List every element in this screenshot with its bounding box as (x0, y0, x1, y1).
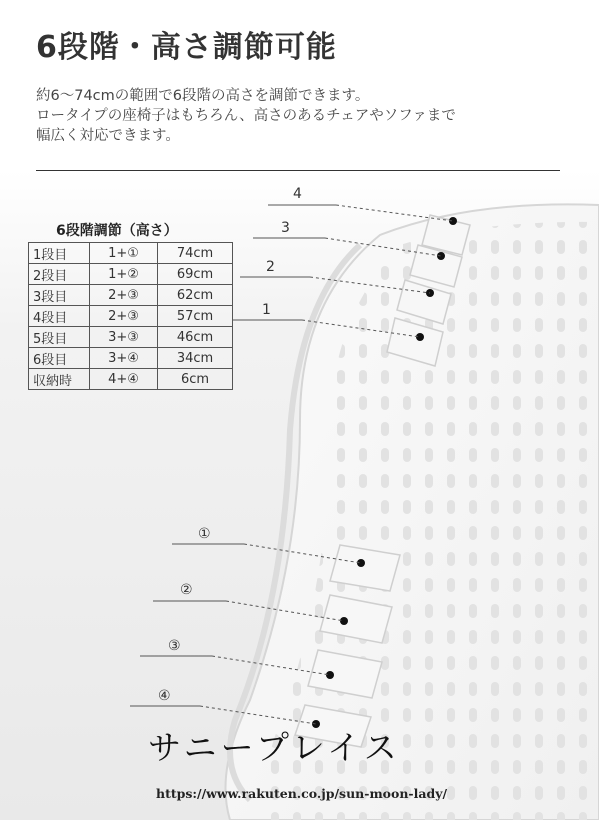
table-row (29, 306, 233, 327)
level-cell: 2段目 (29, 264, 90, 285)
level-cell: 4段目 (29, 306, 90, 327)
height-cell: 57cm (158, 306, 233, 327)
height-cell: 69cm (158, 264, 233, 285)
shop-url: https://www.rakuten.co.jp/sun-moon-lady/ (156, 786, 448, 801)
combination-cell: 3+③ (90, 327, 158, 348)
height-cell: 46cm (158, 327, 233, 348)
callout-label-2: 2 (266, 259, 275, 275)
level-cell: 3段目 (29, 285, 90, 306)
page-title: 6段階・高さ調節可能 (36, 30, 337, 65)
callout-label-3: 3 (281, 220, 290, 236)
combination-cell: 2+③ (90, 285, 158, 306)
combination-cell: 1+① (90, 243, 158, 264)
description-line: ロータイプの座椅子はもちろん、高さのあるチェアやソファまで (36, 108, 456, 124)
level-cell: 5段目 (29, 327, 90, 348)
description-line: 幅広く対応できます。 (36, 128, 180, 144)
callout-label-circle-2: ② (180, 582, 193, 598)
callout-label-circle-1: ① (198, 526, 211, 542)
height-cell: 6cm (158, 369, 233, 390)
table-row (29, 243, 233, 264)
description (36, 86, 456, 146)
combination-cell: 2+③ (90, 306, 158, 327)
table-row (29, 369, 233, 390)
watermark: サニープレイス (148, 728, 401, 767)
callout-label-4: 4 (293, 186, 302, 202)
table-row (29, 264, 233, 285)
height-cell: 62cm (158, 285, 233, 306)
table-row (29, 285, 233, 306)
divider (36, 170, 560, 171)
combination-cell: 1+② (90, 264, 158, 285)
height-cell: 34cm (158, 348, 233, 369)
level-cell: 収納時 (29, 369, 90, 390)
table-row (29, 348, 233, 369)
table-title: 6段階調節（高さ） (56, 223, 178, 239)
combination-cell: 3+④ (90, 348, 158, 369)
level-cell: 1段目 (29, 243, 90, 264)
height-cell: 74cm (158, 243, 233, 264)
callout-label-circle-4: ④ (158, 688, 171, 704)
callout-label-1: 1 (262, 302, 271, 318)
combination-cell: 4+④ (90, 369, 158, 390)
height-table (28, 242, 233, 390)
description-line: 約6〜74cmの範囲で6段階の高さを調節できます。 (36, 88, 370, 104)
level-cell: 6段目 (29, 348, 90, 369)
callout-label-circle-3: ③ (168, 638, 181, 654)
table-row (29, 327, 233, 348)
